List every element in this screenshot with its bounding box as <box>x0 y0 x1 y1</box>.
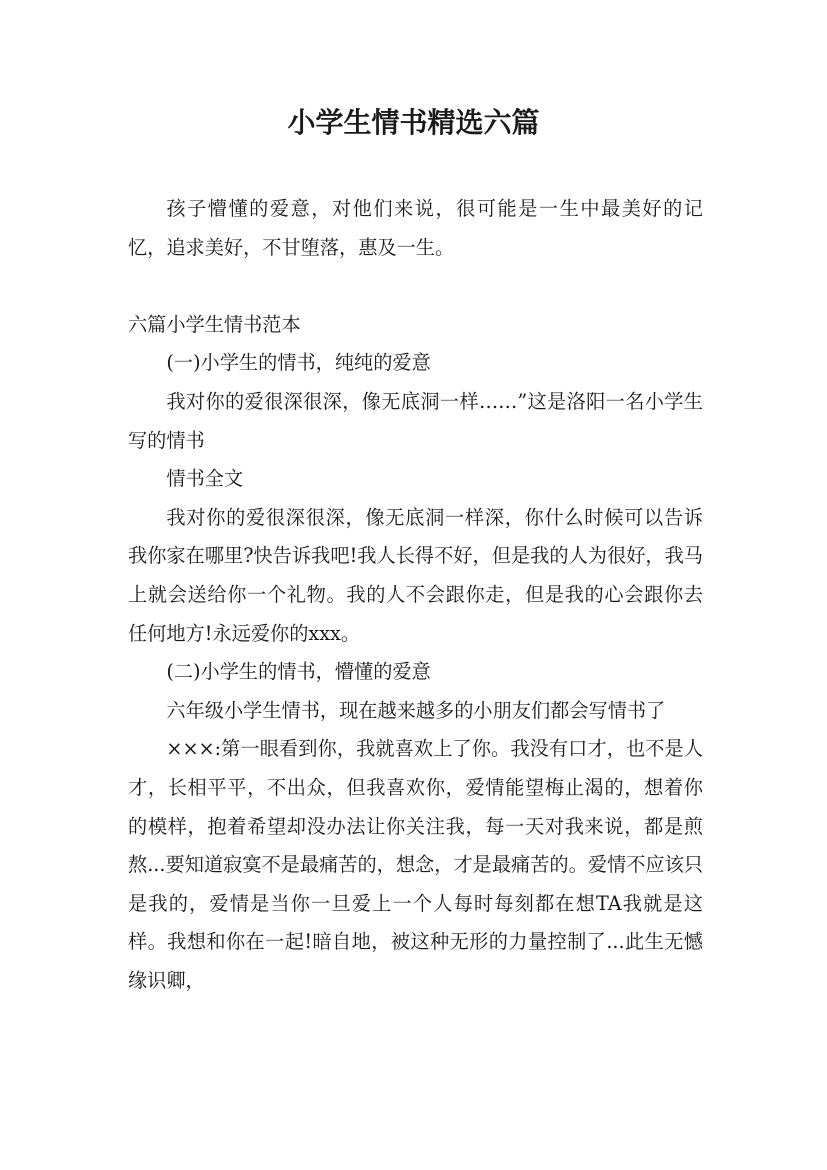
subheading-two: (二)小学生的情书，懵懂的爱意 <box>166 660 431 684</box>
document-title: 小学生情书精选六篇 <box>287 106 540 139</box>
section-heading: 六篇小学生情书范本 <box>128 312 301 336</box>
intro-paragraph: 孩子懵懂的爱意，对他们来说，很可能是一生中最美好的记忆，追求美好，不甘堕落，惠及一生。 <box>128 197 703 259</box>
subheading-one: (一)小学生的情书，纯纯的爱意 <box>166 351 431 375</box>
body-paragraph: 我对你的爱很深很深，像无底洞一样深，你什么时候可以告诉我你家在哪里?快告诉我吧!我人长得不好，但是我的人为很好，我马上就会送给你一个礼物。我的人不会跟你走，但是我的心会跟你去任何地方!永远爱你的xxx。 <box>128 505 703 645</box>
body-paragraph: ×××:第一眼看到你，我就喜欢上了你。我没有口才，也不是人才，长相平平，不出众，但我喜欢你，爱情能望梅止渴的，想着你的模样，抱着希望却没办法让你关注我，每一天对我来说，都是煎熬...要知道寂寞不是最痛苦的，想念，才是最痛苦的。爱情不应该只是我的，爱情是当你一旦爱上一个人每时每刻都在想TA我就是这样。我想和你在一起!暗自地，被这种无形的力量控制了...此生无憾缘识卿， <box>128 737 703 992</box>
paragraph-spacer <box>128 267 703 306</box>
body-paragraph: 我对你的爱很深很深，像无底洞一样……”这是洛阳一名小学生写的情书 <box>128 389 703 452</box>
document-body <box>128 190 703 1000</box>
subheading-full-text: 情书全文 <box>166 467 244 491</box>
body-paragraph: 六年级小学生情书，现在越来越多的小朋友们都会写情书了 <box>166 698 666 722</box>
